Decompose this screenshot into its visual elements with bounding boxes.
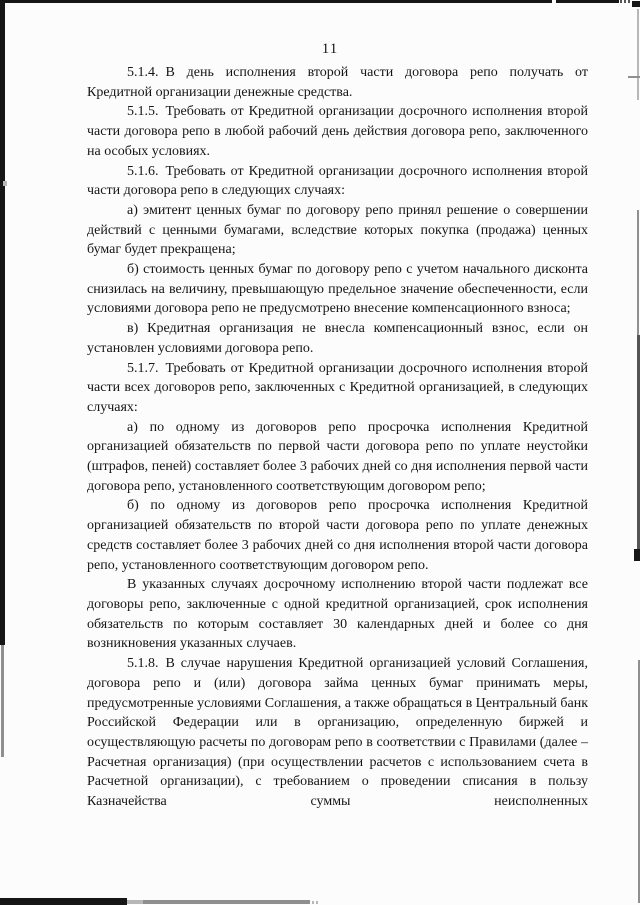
paragraph: б) стоимость ценных бумаг по договору репо с учетом начального дисконта снизилась на величину, превышающую предельное значение обеспеченности, если условиями договора репо не предусмотрено внесение компенсационного взноса; [87, 262, 588, 317]
scan-border-bottom-dark [0, 898, 127, 905]
scan-right-margin-dash [628, 76, 640, 78]
paragraph: 5.1.7. Требовать от Кредитной организации досрочного исполнения второй части всех договоров репо, заключенных с Кредитной организацией, в следующих случаях: [87, 360, 588, 415]
paragraph: б) по одному из договоров репо просрочка исполнения Кредитной организацией обязательств по второй части договора репо по уплате денежных средств составляет более 3 рабочих дней со дня исполнения второй части договора репо, установленного соответствующим договором репо. [87, 498, 588, 573]
scan-border-left-fade [1, 645, 4, 757]
paragraph: 5.1.8. В случае нарушения Кредитной организацией условий Соглашения, договора репо и (или) договора займа ценных бумаг принимать меры, предусмотренные условиями Соглашения, а также обращаться в Центральный банк Российской Федерации или в организацию, определенную биржей и осуществляющую расчеты по договорам репо в соответствии с Правилами (далее – Расчетная организация) (при осуществлении расчетов с использованием счета в Расчетной организации), с требованием о проведении списания в пользу Казначейства суммы неисполненных [87, 656, 589, 810]
page-number: 11 [321, 41, 339, 57]
scan-border-bottom-light-segment [127, 900, 143, 904]
scan-left-tick [3, 181, 7, 186]
paragraph: 5.1.6. Требовать от Кредитной организации досрочного исполнения второй части договора репо в следующих случаях: [87, 163, 588, 199]
paragraph: а) по одному из договоров репо просрочка исполнения Кредитной организацией обязательств по первой части договора репо по уплате неустойки (штрафов, пеней) составляет более 3 рабочих дней со дня исполнения первой части договора репо, установленного соответствующим договором репо; [87, 419, 588, 494]
paragraph: а) эмитент ценных бумаг по договору репо принял решение о совершении действий с ценными бумагами, вследствие которых покупка (продажа) ценных бумаг будет прекращена; [87, 202, 588, 258]
scan-border-bottom-gray [143, 900, 310, 904]
scan-border-top-right-dash [632, 1, 640, 7]
scan-border-right-blob [634, 549, 640, 561]
paragraph: 5.1.4. В день исполнения второй части договора репо получать от Кредитной организации денежные средства. [87, 65, 588, 100]
scan-border-top-dots [620, 0, 631, 3]
scan-border-top-gap [552, 0, 556, 3]
paragraph: в) Кредитная организация не внесла компенсационный взнос, если он установлен условиями договора репо. [87, 321, 588, 356]
scan-border-right-middle [637, 210, 639, 335]
scan-border-left [0, 0, 5, 645]
scan-border-top [0, 0, 619, 3]
scan-border-bottom-dots [312, 901, 320, 904]
paragraph: В указанных случаях досрочному исполнению второй части подлежат все договоры репо, заключенные с одной кредитной организацией, срок исполнения обязательств по которым составляет 30 календарных дней и более со дня возникновения указанных случаев. [87, 577, 588, 652]
document-body [87, 63, 588, 812]
paragraph: 5.1.5. Требовать от Кредитной организации досрочного исполнения второй части договора репо в любой рабочий день действия договора репо, заключенного на особых условиях. [87, 104, 588, 159]
